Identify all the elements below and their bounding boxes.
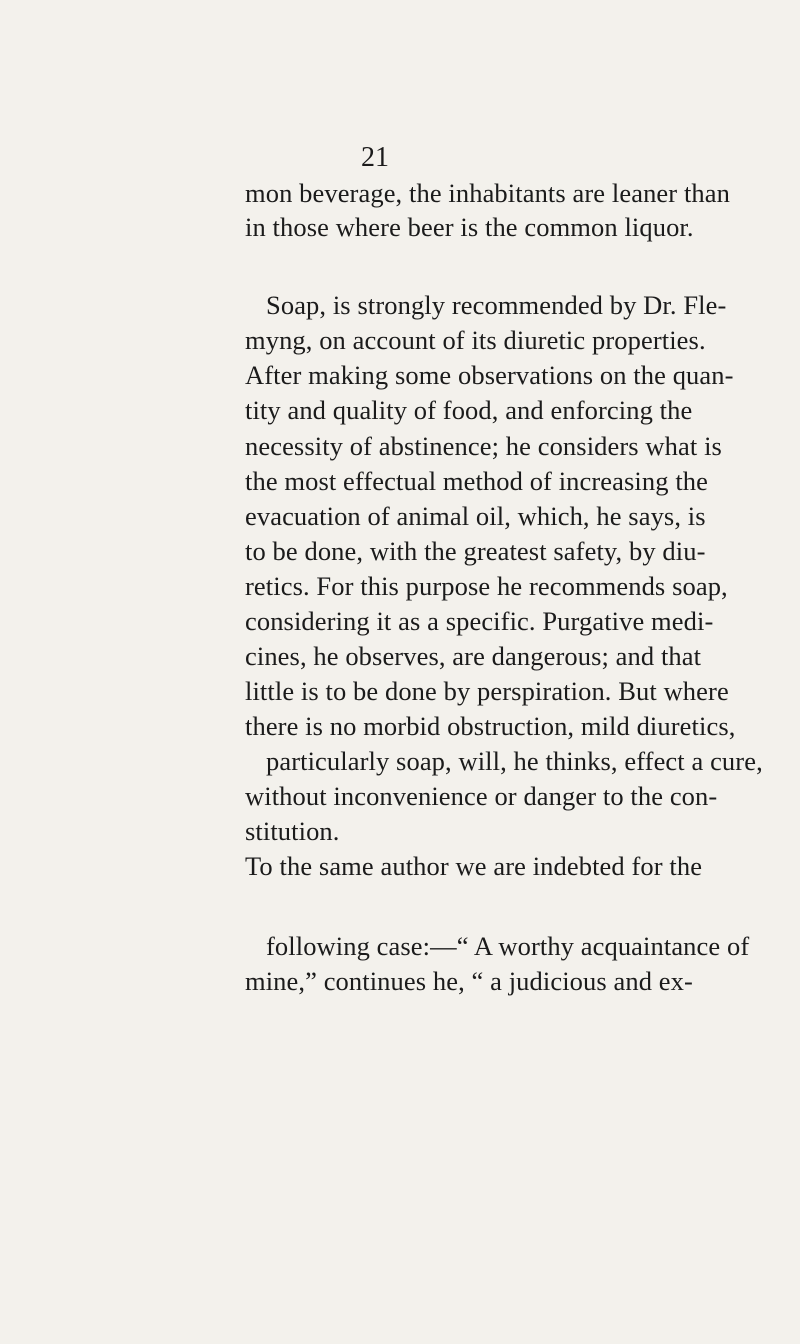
text-line: necessity of abstinence; he considers what is [245, 431, 722, 461]
text-line: particularly soap, will, he thinks, effect a cure, [266, 746, 763, 776]
text-line: without inconvenience or danger to the con- [245, 781, 718, 811]
text-line: little is to be done by perspiration. But where [245, 676, 729, 706]
text-line: evacuation of animal oil, which, he says, is [245, 501, 706, 531]
text-line: myng, on account of its diuretic properties. [245, 325, 706, 355]
text-line: there is no morbid obstruction, mild diuretics, [245, 711, 736, 741]
text-line: considering it as a specific. Purgative medi- [245, 606, 714, 636]
text-line: to be done, with the greatest safety, by diu- [245, 536, 706, 566]
text-line: cines, he observes, are dangerous; and that [245, 641, 702, 671]
text-line: Soap, is strongly recommended by Dr. Fle- [266, 290, 727, 320]
text-line: the most effectual method of increasing the [245, 466, 708, 496]
page-number: 21 [361, 142, 389, 173]
text-line: retics. For this purpose he recommends soap, [245, 571, 728, 601]
text-line: in those where beer is the common liquor. [245, 212, 694, 242]
text-line: After making some observations on the quan- [245, 360, 734, 390]
text-line: mon beverage, the inhabitants are leaner than [245, 178, 730, 208]
text-line: tity and quality of food, and enforcing the [245, 395, 693, 425]
text-line: To the same author we are indebted for the [245, 851, 703, 881]
text-line: following case:—“ A worthy acquaintance of [266, 931, 750, 961]
text-line: mine,” continues he, “ a judicious and ex- [245, 966, 693, 996]
text-line: stitution. [245, 816, 340, 846]
